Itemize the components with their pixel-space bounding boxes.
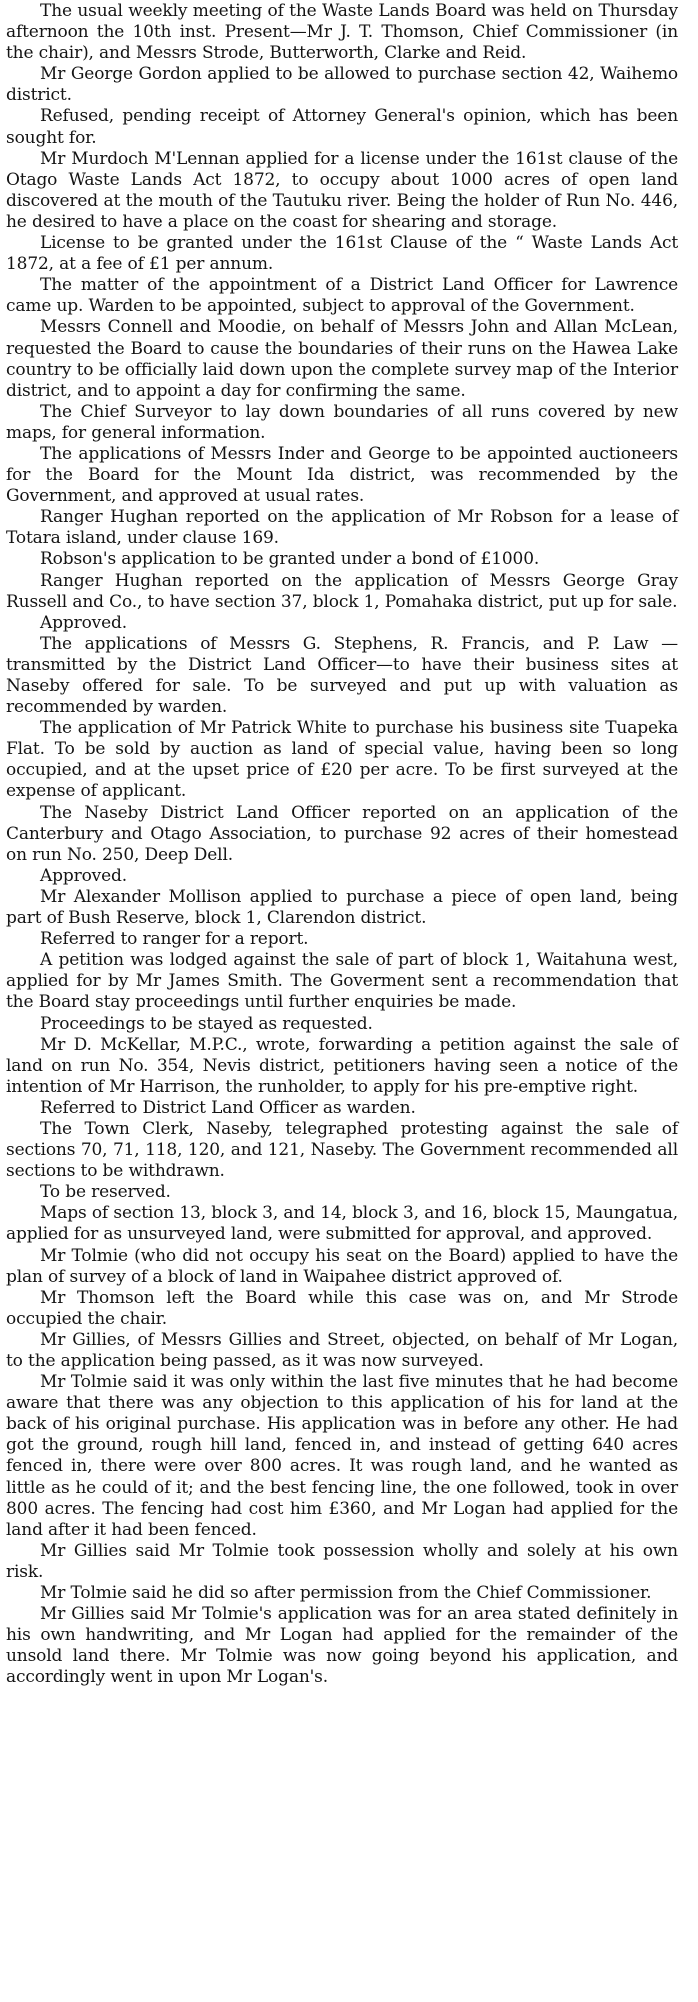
paragraph-6: The matter of the appointment of a District Land Officer for Lawrence came up. Warden to be appointed, subject to approval of the Government.	[6, 275, 678, 317]
paragraph-20: A petition was lodged against the sale of part of block 1, Waitahuna west, applied for by Mr James Smith. The Goverment sent a recommendation that the Board stay proceedings until further enquiries be made.	[6, 950, 678, 1013]
paragraph-7: Messrs Connell and Moodie, on behalf of Messrs John and Allan McLean, requested the Board to cause the boundaries of their runs on the Hawea Lake country to be officially laid down upon the complete survey map of the Interior district, and to appoint a day for confirming the same.	[6, 317, 678, 401]
paragraph-29: Mr Gillies, of Messrs Gillies and Street, objected, on behalf of Mr Logan, to the application being passed, as it was now surveyed.	[6, 1329, 678, 1371]
paragraph-13: Approved.	[40, 612, 128, 633]
paragraph-15: The application of Mr Patrick White to purchase his business site Tuapeka Flat. To be sold by auction as land of special value, having been so long occupied, and at the upset price of £20 per acre. To be first surveyed at the expense of applicant.	[6, 718, 678, 802]
paragraph-32: Mr Tolmie said he did so after permission from the Chief Commissioner.	[40, 1583, 652, 1604]
paragraph-18: Mr Alexander Mollison applied to purchase a piece of open land, being part of Bush Reserve, block 1, Clarendon district.	[6, 886, 678, 929]
newspaper-column	[6, 0, 678, 1689]
paragraph-1: The usual weekly meeting of the Waste Lands Board was held on Thursday afternoon the 10th inst. Present—Mr J. T. Thomson, Chief Commissioner (in the chair), and Messrs Strode, Butterworth, Clarke and Reid.	[6, 1, 678, 64]
paragraph-24: The Town Clerk, Naseby, telegraphed protesting against the sale of sections 70, 71, 118, 120, and 121, Naseby. The Government recommended all sections to be withdrawn.	[6, 1118, 678, 1182]
paragraph-21: Proceedings to be stayed as requested.	[40, 1013, 373, 1034]
paragraph-28: Mr Thomson left the Board while this case was on, and Mr Strode occupied the chair.	[6, 1287, 678, 1329]
paragraph-17: Approved.	[40, 865, 128, 886]
paragraph-19: Referred to ranger for a report.	[40, 929, 309, 950]
paragraph-3: Refused, pending receipt of Attorney General's opinion, which has been sought for.	[6, 106, 678, 148]
paragraph-8: The Chief Surveyor to lay down boundaries of all runs covered by new maps, for general information.	[6, 401, 678, 443]
paragraph-22: Mr D. McKellar, M.P.C., wrote, forwarding a petition against the sale of land on run No. 354, Nevis district, petitioners having seen a notice of the intention of Mr Harrison, the runholder, to apply for his pre-emptive right.	[6, 1034, 678, 1097]
paragraph-25: To be reserved.	[40, 1182, 171, 1203]
paragraph-30: Mr Tolmie said it was only within the last five minutes that he had become aware that there was any objection to this application of his for land at the back of his original purchase. His application was in before any other. He had got the ground, rough hill land, fenced in, and instead of getting 640 acres fenced in, there were over 800 acres. It was rough land, and he wanted as little as he could of it; and the best fencing line, the one followed, took in over 800 acres. The fencing had cost him £360, and Mr Logan had applied for the land after it had been fenced.	[6, 1372, 678, 1540]
paragraph-9: The applications of Messrs Inder and George to be appointed auctioneers for the Board for the Mount Ida district, was recommended by the Government, and approved at usual rates.	[6, 443, 678, 507]
paragraph-31: Mr Gillies said Mr Tolmie took possession wholly and solely at his own risk.	[6, 1540, 678, 1582]
paragraph-16: The Naseby District Land Officer reported on an application of the Canterbury and Otago Association, to purchase 92 acres of their homestead on run No. 250, Deep Dell.	[6, 802, 678, 865]
paragraph-4: Mr Murdoch M'Lennan applied for a license under the 161st clause of the Otago Waste Lands Act 1872, to occupy about 1000 acres of open land discovered at the mouth of the Tautuku river. Being the holder of Run No. 446, he desired to have a place on the coast for shearing and storage.	[6, 148, 678, 232]
paragraph-33: Mr Gillies said Mr Tolmie's application was for an area stated definitely in his own handwriting, and Mr Logan had applied for the remainder of the unsold land there. Mr Tolmie was now going beyond his application, and accordingly went in upon Mr Logan's.	[6, 1604, 678, 1688]
paragraph-11: Robson's application to be granted under a bond of £1000.	[40, 549, 540, 570]
paragraph-5: License to be granted under the 161st Clause of the “ Waste Lands Act 1872, at a fee of £1 per annum.	[6, 233, 678, 275]
paragraph-2: Mr George Gordon applied to be allowed to purchase section 42, Waihemo district.	[6, 64, 678, 106]
paragraph-23: Referred to District Land Officer as warden.	[40, 1097, 416, 1118]
paragraph-14: The applications of Messrs G. Stephens, R. Francis, and P. Law —transmitted by the District Land Officer—to have their business sites at Naseby offered for sale. To be surveyed and put up with valuation as recommended by warden.	[6, 633, 678, 718]
paragraph-27: Mr Tolmie (who did not occupy his seat on the Board) applied to have the plan of survey of a block of land in Waipahee district approved of.	[6, 1245, 678, 1287]
paragraph-12: Ranger Hughan reported on the application of Messrs George Gray Russell and Co., to have section 37, block 1, Pomahaka district, put up for sale.	[6, 570, 678, 612]
paragraph-26: Maps of section 13, block 3, and 14, block 3, and 16, block 15, Maungatua, applied for as unsurveyed land, were submitted for approval, and approved.	[6, 1203, 678, 1245]
paragraph-10: Ranger Hughan reported on the application of Mr Robson for a lease of Totara island, under clause 169.	[6, 507, 678, 549]
